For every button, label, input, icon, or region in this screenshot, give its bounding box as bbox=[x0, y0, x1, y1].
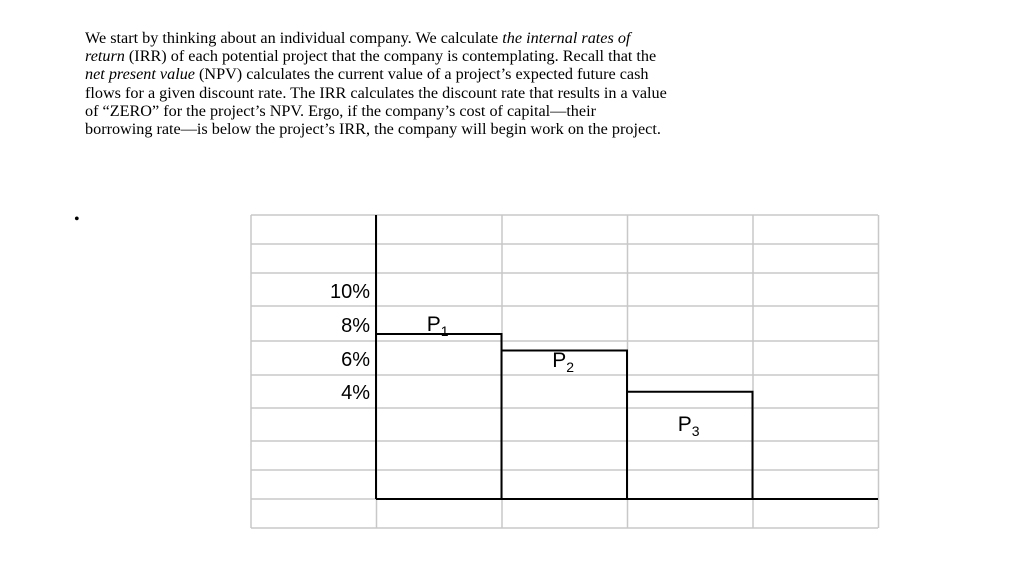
bar-label-p3: $P_3$ bbox=[677, 413, 700, 439]
y-tick-label: 8% bbox=[341, 315, 370, 337]
y-tick-label: 4% bbox=[341, 382, 370, 404]
bar-p2 bbox=[502, 351, 628, 500]
bar-p1 bbox=[376, 334, 502, 499]
paragraph-text: (NPV) calculates the current value of a project’s expected future cash bbox=[194, 65, 649, 84]
irr-term-italic-cont: return bbox=[85, 47, 125, 66]
paragraph-text: (IRR) of each potential project that the company is contemplating. Recall that the bbox=[124, 47, 657, 66]
bar-label-p2: $P_2$ bbox=[552, 349, 575, 375]
paragraph-text: We start by thinking about an individual company. We calculate bbox=[85, 29, 503, 47]
irr-term-italic: the internal rates of bbox=[502, 29, 631, 47]
y-tick-label: 6% bbox=[341, 349, 370, 371]
y-tick-label: 10% bbox=[329, 281, 370, 303]
paragraph-line-4: flows for a given discount rate. The IRR calculates the discount rate that results in a value bbox=[85, 83, 667, 102]
npv-term-italic: net present value bbox=[85, 65, 195, 84]
paragraph-line-6: borrowing rate—is below the project’s IRR, the company will begin work on the project. bbox=[85, 120, 661, 139]
bullet-point: • bbox=[74, 211, 80, 228]
paragraph-line-5: of “ZERO” for the project’s NPV. Ergo, if the company’s cost of capital—their bbox=[85, 101, 596, 120]
bar-label-p1: $P_1$ bbox=[426, 313, 449, 339]
